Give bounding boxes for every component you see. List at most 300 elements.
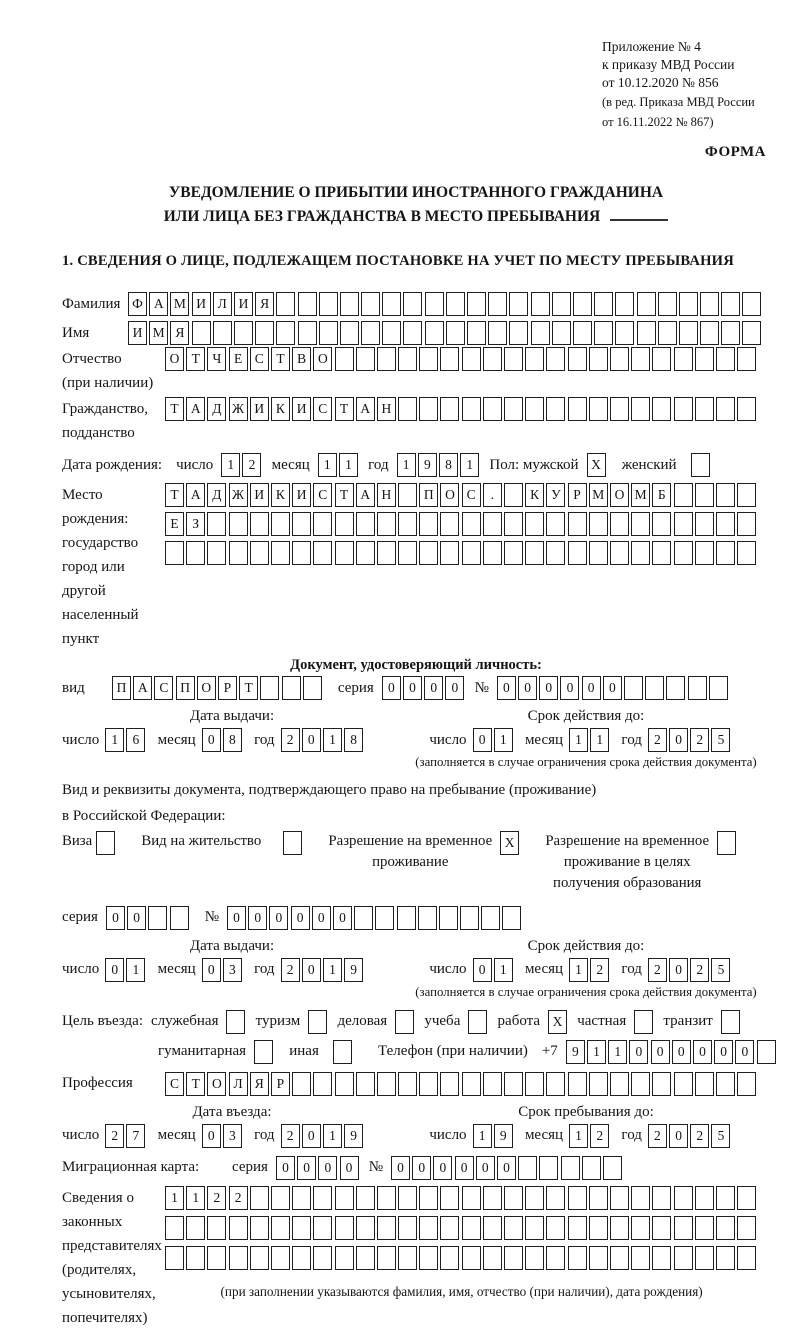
char-box[interactable]: С <box>154 676 173 700</box>
char-box[interactable]: 0 <box>582 676 601 700</box>
char-box[interactable] <box>313 1216 332 1240</box>
char-box[interactable]: П <box>112 676 131 700</box>
char-box[interactable]: З <box>186 512 205 536</box>
char-box[interactable] <box>440 1246 459 1270</box>
char-box[interactable] <box>356 1186 375 1210</box>
char-box[interactable] <box>403 292 422 316</box>
char-box[interactable] <box>504 483 523 507</box>
char-box[interactable] <box>419 1072 438 1096</box>
char-box[interactable]: 1 <box>126 958 145 982</box>
char-box[interactable]: X <box>548 1010 567 1034</box>
char-box[interactable] <box>462 397 481 421</box>
char-box[interactable] <box>674 1246 693 1270</box>
char-box[interactable] <box>531 321 550 345</box>
char-box[interactable]: 1 <box>494 728 513 752</box>
char-box[interactable]: 0 <box>560 676 579 700</box>
char-box[interactable] <box>229 1216 248 1240</box>
char-box[interactable]: 2 <box>281 958 300 982</box>
char-box[interactable] <box>737 1186 756 1210</box>
char-box[interactable] <box>403 321 422 345</box>
char-box[interactable]: 2 <box>590 958 609 982</box>
char-box[interactable] <box>624 676 643 700</box>
char-box[interactable]: 0 <box>248 906 267 930</box>
char-box[interactable] <box>335 512 354 536</box>
char-box[interactable]: 8 <box>344 728 363 752</box>
char-box[interactable] <box>303 676 322 700</box>
char-box[interactable] <box>610 1186 629 1210</box>
char-box[interactable] <box>610 397 629 421</box>
char-box[interactable] <box>462 512 481 536</box>
char-box[interactable] <box>552 292 571 316</box>
char-box[interactable]: 9 <box>344 958 363 982</box>
char-box[interactable]: Р <box>271 1072 290 1096</box>
char-box[interactable] <box>737 397 756 421</box>
char-box[interactable]: 2 <box>690 728 709 752</box>
char-box[interactable] <box>96 831 115 855</box>
char-box[interactable]: А <box>133 676 152 700</box>
char-box[interactable] <box>207 541 226 565</box>
char-box[interactable] <box>658 321 677 345</box>
char-box[interactable]: О <box>197 676 216 700</box>
char-box[interactable] <box>419 1186 438 1210</box>
char-box[interactable] <box>594 292 613 316</box>
char-box[interactable] <box>568 397 587 421</box>
char-box[interactable] <box>335 1072 354 1096</box>
char-box[interactable]: 3 <box>223 958 242 982</box>
char-box[interactable]: С <box>462 483 481 507</box>
char-box[interactable] <box>504 347 523 371</box>
char-box[interactable]: 0 <box>672 1040 691 1064</box>
char-box[interactable] <box>313 1186 332 1210</box>
char-box[interactable]: Д <box>207 483 226 507</box>
char-box[interactable] <box>652 541 671 565</box>
char-box[interactable]: К <box>525 483 544 507</box>
char-box[interactable] <box>589 397 608 421</box>
char-box[interactable] <box>419 1246 438 1270</box>
char-box[interactable] <box>425 292 444 316</box>
char-box[interactable]: У <box>546 483 565 507</box>
char-box[interactable]: 0 <box>629 1040 648 1064</box>
char-box[interactable] <box>361 292 380 316</box>
char-box[interactable] <box>695 1072 714 1096</box>
char-box[interactable]: 0 <box>433 1156 452 1180</box>
char-box[interactable]: Н <box>377 397 396 421</box>
char-box[interactable] <box>716 541 735 565</box>
char-box[interactable]: 1 <box>186 1186 205 1210</box>
char-box[interactable] <box>207 1216 226 1240</box>
char-box[interactable] <box>610 541 629 565</box>
char-box[interactable]: 0 <box>318 1156 337 1180</box>
char-box[interactable]: 0 <box>735 1040 754 1064</box>
char-box[interactable] <box>377 1246 396 1270</box>
char-box[interactable]: 5 <box>711 1124 730 1148</box>
char-box[interactable] <box>757 1040 776 1064</box>
char-box[interactable]: Н <box>377 483 396 507</box>
char-box[interactable] <box>283 831 302 855</box>
char-box[interactable]: 0 <box>202 728 221 752</box>
char-box[interactable]: 0 <box>106 906 125 930</box>
char-box[interactable] <box>250 1216 269 1240</box>
char-box[interactable]: 2 <box>648 728 667 752</box>
char-box[interactable]: А <box>356 397 375 421</box>
char-box[interactable]: 0 <box>312 906 331 930</box>
char-box[interactable] <box>531 292 550 316</box>
char-box[interactable] <box>335 347 354 371</box>
char-box[interactable] <box>419 512 438 536</box>
char-box[interactable] <box>525 397 544 421</box>
char-box[interactable] <box>589 1216 608 1240</box>
char-box[interactable] <box>631 512 650 536</box>
char-box[interactable] <box>165 541 184 565</box>
char-box[interactable]: 1 <box>323 1124 342 1148</box>
char-box[interactable] <box>382 321 401 345</box>
char-box[interactable] <box>467 292 486 316</box>
char-box[interactable] <box>395 1010 414 1034</box>
char-box[interactable]: 1 <box>569 728 588 752</box>
char-box[interactable] <box>361 321 380 345</box>
char-box[interactable] <box>737 1072 756 1096</box>
char-box[interactable]: 0 <box>403 676 422 700</box>
char-box[interactable] <box>709 676 728 700</box>
char-box[interactable]: М <box>170 292 189 316</box>
char-box[interactable]: Т <box>165 483 184 507</box>
char-box[interactable] <box>610 1216 629 1240</box>
char-box[interactable]: Ж <box>229 397 248 421</box>
char-box[interactable] <box>165 1246 184 1270</box>
char-box[interactable] <box>165 1216 184 1240</box>
char-box[interactable] <box>721 321 740 345</box>
char-box[interactable] <box>652 1072 671 1096</box>
char-box[interactable]: И <box>192 292 211 316</box>
char-box[interactable] <box>356 1216 375 1240</box>
char-box[interactable] <box>460 906 479 930</box>
char-box[interactable]: 9 <box>418 453 437 477</box>
char-box[interactable]: 2 <box>648 958 667 982</box>
char-box[interactable]: 0 <box>424 676 443 700</box>
char-box[interactable]: 1 <box>590 728 609 752</box>
char-box[interactable]: X <box>587 453 606 477</box>
char-box[interactable] <box>546 397 565 421</box>
char-box[interactable]: Т <box>335 483 354 507</box>
char-box[interactable] <box>462 1186 481 1210</box>
char-box[interactable]: М <box>149 321 168 345</box>
char-box[interactable] <box>282 676 301 700</box>
char-box[interactable]: 0 <box>669 958 688 982</box>
char-box[interactable]: 0 <box>603 676 622 700</box>
char-box[interactable] <box>717 831 736 855</box>
char-box[interactable] <box>631 1186 650 1210</box>
char-box[interactable] <box>679 321 698 345</box>
char-box[interactable] <box>335 541 354 565</box>
char-box[interactable]: О <box>440 483 459 507</box>
char-box[interactable] <box>509 292 528 316</box>
char-box[interactable]: Е <box>229 347 248 371</box>
char-box[interactable]: 1 <box>323 728 342 752</box>
char-box[interactable]: 0 <box>202 958 221 982</box>
char-box[interactable]: И <box>292 397 311 421</box>
char-box[interactable]: 1 <box>323 958 342 982</box>
char-box[interactable] <box>354 906 373 930</box>
char-box[interactable] <box>568 1072 587 1096</box>
char-box[interactable]: 8 <box>223 728 242 752</box>
char-box[interactable]: 0 <box>476 1156 495 1180</box>
char-box[interactable]: А <box>186 483 205 507</box>
char-box[interactable]: Л <box>229 1072 248 1096</box>
char-box[interactable] <box>674 1072 693 1096</box>
char-box[interactable]: 0 <box>340 1156 359 1180</box>
char-box[interactable] <box>674 397 693 421</box>
char-box[interactable] <box>340 292 359 316</box>
char-box[interactable]: Т <box>239 676 258 700</box>
char-box[interactable] <box>716 483 735 507</box>
char-box[interactable] <box>488 321 507 345</box>
char-box[interactable] <box>313 1246 332 1270</box>
char-box[interactable] <box>568 541 587 565</box>
char-box[interactable] <box>462 1072 481 1096</box>
char-box[interactable] <box>666 676 685 700</box>
char-box[interactable] <box>561 1156 580 1180</box>
char-box[interactable] <box>356 541 375 565</box>
char-box[interactable] <box>674 541 693 565</box>
char-box[interactable] <box>419 1216 438 1240</box>
char-box[interactable]: А <box>186 397 205 421</box>
char-box[interactable] <box>207 512 226 536</box>
char-box[interactable] <box>568 1216 587 1240</box>
char-box[interactable] <box>229 541 248 565</box>
char-box[interactable]: . <box>483 483 502 507</box>
char-box[interactable] <box>250 1246 269 1270</box>
char-box[interactable] <box>546 1216 565 1240</box>
char-box[interactable] <box>504 541 523 565</box>
char-box[interactable]: 0 <box>382 676 401 700</box>
char-box[interactable]: 0 <box>227 906 246 930</box>
char-box[interactable] <box>298 321 317 345</box>
char-box[interactable] <box>229 512 248 536</box>
char-box[interactable]: 0 <box>539 676 558 700</box>
char-box[interactable]: Ч <box>207 347 226 371</box>
char-box[interactable] <box>594 321 613 345</box>
char-box[interactable] <box>260 676 279 700</box>
char-box[interactable]: 0 <box>497 676 516 700</box>
char-box[interactable]: 0 <box>297 1156 316 1180</box>
char-box[interactable] <box>440 1186 459 1210</box>
char-box[interactable]: О <box>207 1072 226 1096</box>
char-box[interactable]: О <box>313 347 332 371</box>
char-box[interactable]: 1 <box>608 1040 627 1064</box>
char-box[interactable] <box>610 512 629 536</box>
char-box[interactable] <box>695 1246 714 1270</box>
char-box[interactable] <box>377 512 396 536</box>
char-box[interactable] <box>234 321 253 345</box>
char-box[interactable] <box>589 512 608 536</box>
char-box[interactable]: О <box>610 483 629 507</box>
char-box[interactable] <box>483 1186 502 1210</box>
char-box[interactable] <box>440 541 459 565</box>
char-box[interactable]: 0 <box>669 1124 688 1148</box>
char-box[interactable]: Р <box>218 676 237 700</box>
char-box[interactable] <box>737 1216 756 1240</box>
char-box[interactable]: 3 <box>223 1124 242 1148</box>
char-box[interactable] <box>186 1246 205 1270</box>
char-box[interactable]: И <box>250 483 269 507</box>
char-box[interactable] <box>440 1072 459 1096</box>
char-box[interactable]: 1 <box>473 1124 492 1148</box>
char-box[interactable] <box>419 347 438 371</box>
char-box[interactable] <box>483 1246 502 1270</box>
char-box[interactable]: О <box>165 347 184 371</box>
char-box[interactable] <box>721 292 740 316</box>
char-box[interactable]: 0 <box>455 1156 474 1180</box>
char-box[interactable] <box>652 1186 671 1210</box>
char-box[interactable] <box>679 292 698 316</box>
char-box[interactable] <box>568 512 587 536</box>
char-box[interactable] <box>425 321 444 345</box>
char-box[interactable]: П <box>176 676 195 700</box>
char-box[interactable]: 2 <box>229 1186 248 1210</box>
char-box[interactable] <box>631 1072 650 1096</box>
char-box[interactable]: 0 <box>445 676 464 700</box>
char-box[interactable] <box>377 1072 396 1096</box>
char-box[interactable] <box>573 292 592 316</box>
char-box[interactable] <box>631 1216 650 1240</box>
char-box[interactable] <box>589 541 608 565</box>
char-box[interactable]: 2 <box>690 958 709 982</box>
char-box[interactable] <box>568 347 587 371</box>
char-box[interactable] <box>481 906 500 930</box>
char-box[interactable]: 0 <box>333 906 352 930</box>
char-box[interactable]: И <box>292 483 311 507</box>
char-box[interactable]: 1 <box>397 453 416 477</box>
char-box[interactable] <box>615 321 634 345</box>
char-box[interactable] <box>335 1216 354 1240</box>
char-box[interactable]: П <box>419 483 438 507</box>
char-box[interactable] <box>637 321 656 345</box>
char-box[interactable] <box>276 292 295 316</box>
char-box[interactable] <box>440 1216 459 1240</box>
char-box[interactable] <box>483 1216 502 1240</box>
char-box[interactable]: 6 <box>126 728 145 752</box>
char-box[interactable] <box>688 676 707 700</box>
char-box[interactable]: 9 <box>494 1124 513 1148</box>
char-box[interactable] <box>440 397 459 421</box>
char-box[interactable]: Л <box>213 292 232 316</box>
char-box[interactable] <box>582 1156 601 1180</box>
char-box[interactable] <box>573 321 592 345</box>
char-box[interactable] <box>483 1072 502 1096</box>
char-box[interactable] <box>504 1216 523 1240</box>
char-box[interactable] <box>335 1246 354 1270</box>
char-box[interactable] <box>716 397 735 421</box>
char-box[interactable]: 0 <box>302 1124 321 1148</box>
char-box[interactable] <box>186 1216 205 1240</box>
char-box[interactable]: 0 <box>302 728 321 752</box>
char-box[interactable] <box>615 292 634 316</box>
char-box[interactable] <box>255 321 274 345</box>
char-box[interactable] <box>462 541 481 565</box>
char-box[interactable]: 2 <box>281 728 300 752</box>
char-box[interactable] <box>525 1186 544 1210</box>
char-box[interactable] <box>292 1072 311 1096</box>
char-box[interactable] <box>695 347 714 371</box>
char-box[interactable] <box>271 512 290 536</box>
char-box[interactable] <box>631 1246 650 1270</box>
char-box[interactable] <box>546 347 565 371</box>
char-box[interactable] <box>292 1246 311 1270</box>
char-box[interactable] <box>250 1186 269 1210</box>
char-box[interactable] <box>440 347 459 371</box>
char-box[interactable] <box>192 321 211 345</box>
char-box[interactable]: 2 <box>590 1124 609 1148</box>
char-box[interactable] <box>568 1186 587 1210</box>
char-box[interactable] <box>589 1072 608 1096</box>
char-box[interactable] <box>356 1072 375 1096</box>
char-box[interactable] <box>356 512 375 536</box>
char-box[interactable]: 2 <box>690 1124 709 1148</box>
char-box[interactable] <box>716 1072 735 1096</box>
char-box[interactable] <box>634 1010 653 1034</box>
char-box[interactable]: Я <box>255 292 274 316</box>
char-box[interactable]: С <box>313 397 332 421</box>
char-box[interactable]: 0 <box>412 1156 431 1180</box>
char-box[interactable] <box>483 512 502 536</box>
char-box[interactable]: 0 <box>269 906 288 930</box>
char-box[interactable] <box>674 512 693 536</box>
char-box[interactable] <box>271 1186 290 1210</box>
char-box[interactable] <box>695 512 714 536</box>
char-box[interactable] <box>292 1186 311 1210</box>
char-box[interactable] <box>737 483 756 507</box>
char-box[interactable] <box>335 1186 354 1210</box>
char-box[interactable] <box>539 1156 558 1180</box>
char-box[interactable] <box>700 321 719 345</box>
char-box[interactable]: 2 <box>207 1186 226 1210</box>
char-box[interactable] <box>446 292 465 316</box>
char-box[interactable] <box>382 292 401 316</box>
char-box[interactable] <box>610 347 629 371</box>
char-box[interactable] <box>737 541 756 565</box>
char-box[interactable]: Т <box>186 1072 205 1096</box>
char-box[interactable] <box>398 1072 417 1096</box>
char-box[interactable] <box>589 1246 608 1270</box>
char-box[interactable] <box>652 1216 671 1240</box>
char-box[interactable]: 0 <box>276 1156 295 1180</box>
char-box[interactable] <box>377 1216 396 1240</box>
char-box[interactable] <box>483 541 502 565</box>
char-box[interactable] <box>716 1216 735 1240</box>
char-box[interactable] <box>700 292 719 316</box>
char-box[interactable] <box>652 1246 671 1270</box>
char-box[interactable]: С <box>250 347 269 371</box>
char-box[interactable] <box>552 321 571 345</box>
char-box[interactable] <box>737 1246 756 1270</box>
char-box[interactable] <box>674 1186 693 1210</box>
char-box[interactable]: Т <box>186 347 205 371</box>
char-box[interactable] <box>440 512 459 536</box>
char-box[interactable] <box>213 321 232 345</box>
char-box[interactable] <box>504 1072 523 1096</box>
char-box[interactable] <box>398 512 417 536</box>
char-box[interactable] <box>504 397 523 421</box>
char-box[interactable]: 0 <box>518 676 537 700</box>
char-box[interactable]: 8 <box>439 453 458 477</box>
char-box[interactable]: Д <box>207 397 226 421</box>
char-box[interactable] <box>504 512 523 536</box>
char-box[interactable] <box>271 1216 290 1240</box>
char-box[interactable]: И <box>250 397 269 421</box>
char-box[interactable]: 1 <box>105 728 124 752</box>
char-box[interactable] <box>292 512 311 536</box>
char-box[interactable]: 2 <box>648 1124 667 1148</box>
